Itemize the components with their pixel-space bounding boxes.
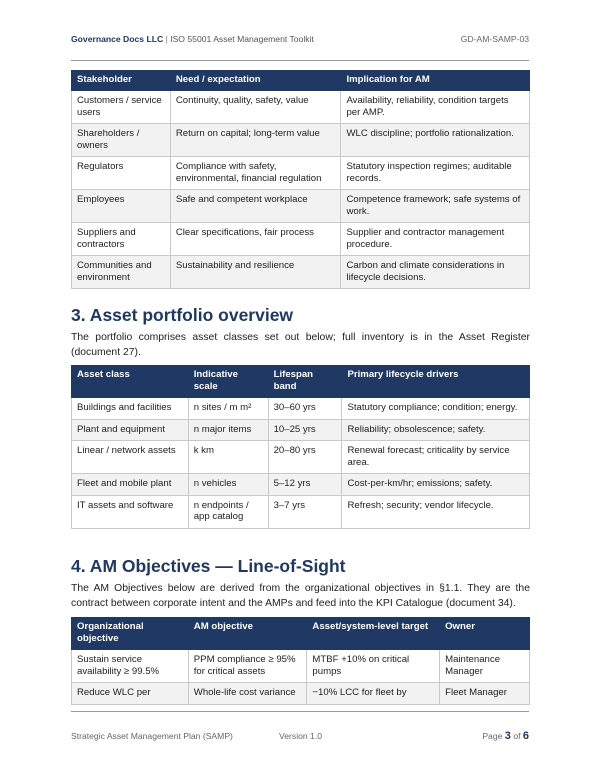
- table-row: [72, 419, 530, 441]
- table-cell: k km: [188, 441, 268, 474]
- column-header: Asset class: [72, 366, 189, 398]
- table-header-row: [72, 71, 530, 91]
- section-4-heading: 4. AM Objectives — Line-of-Sight: [71, 556, 346, 576]
- table-cell: Reliability; obsolescence; safety.: [342, 419, 530, 441]
- table-cell: 10–25 yrs: [268, 419, 342, 441]
- page-of: of: [513, 731, 521, 741]
- table-cell: Renewal forecast; criticality by service area.: [342, 441, 530, 474]
- table-row: [72, 91, 530, 124]
- footer-doc-title: Strategic Asset Management Plan (SAMP): [71, 731, 233, 741]
- asset-portfolio-table: [71, 365, 530, 529]
- page-total: 6: [522, 730, 529, 742]
- section-3-heading: 3. Asset portfolio overview: [71, 305, 294, 325]
- table-cell: WLC discipline; portfolio rationalization.: [341, 124, 530, 157]
- column-header: Implication for AM: [341, 71, 530, 91]
- column-header: Indicative scale: [188, 366, 268, 398]
- table-cell: n vehicles: [188, 474, 268, 496]
- table-cell: Reduce WLC per: [72, 683, 189, 705]
- column-header: Owner: [440, 618, 530, 650]
- table-cell: Communities and environment: [72, 256, 171, 289]
- table-cell: Clear specifications, fair process: [170, 223, 341, 256]
- table-cell: n sites / m m²: [188, 398, 268, 420]
- table-cell: Compliance with safety, environmental, financial regulation: [170, 157, 341, 190]
- table-row: [72, 223, 530, 256]
- stakeholder-table: [71, 70, 530, 289]
- table-row: [72, 190, 530, 223]
- column-header: Stakeholder: [72, 71, 171, 91]
- column-header: AM objective: [188, 618, 307, 650]
- table-cell: Continuity, quality, safety, value: [170, 91, 341, 124]
- table-cell: Supplier and contractor management procedure.: [341, 223, 530, 256]
- page-number: [482, 730, 529, 742]
- table-cell: Refresh; security; vendor lifecycle.: [342, 495, 530, 528]
- table-cell: Suppliers and contractors: [72, 223, 171, 256]
- table-cell: 20–80 yrs: [268, 441, 342, 474]
- table-cell: n major items: [188, 419, 268, 441]
- footer-rule: [71, 711, 529, 712]
- table-cell: Plant and equipment: [72, 419, 189, 441]
- table-row: [72, 157, 530, 190]
- table-cell: Regulators: [72, 157, 171, 190]
- table-cell: Linear / network assets: [72, 441, 189, 474]
- column-header: Organizational objective: [72, 618, 189, 650]
- am-objectives-table: [71, 617, 530, 705]
- footer-version: Version 1.0: [279, 731, 322, 741]
- table-cell: Statutory inspection regimes; auditable records.: [341, 157, 530, 190]
- table-cell: n endpoints / app catalog: [188, 495, 268, 528]
- table-cell: Return on capital; long-term value: [170, 124, 341, 157]
- table-cell: Whole-life cost variance: [188, 683, 307, 705]
- table-cell: IT assets and software: [72, 495, 189, 528]
- table-cell: Cost-per-km/hr; emissions; safety.: [342, 474, 530, 496]
- table-cell: Fleet Manager: [440, 683, 530, 705]
- table-cell: Maintenance Manager: [440, 650, 530, 683]
- table-cell: 5–12 yrs: [268, 474, 342, 496]
- table-row: [72, 474, 530, 496]
- table-cell: 3–7 yrs: [268, 495, 342, 528]
- table-row: [72, 398, 530, 420]
- table-cell: Sustain service availability ≥ 99.5%: [72, 650, 189, 683]
- table-cell: Competence framework; safe systems of work.: [341, 190, 530, 223]
- table-row: [72, 650, 530, 683]
- header-subtitle: ISO 55001 Asset Management Toolkit: [170, 34, 314, 44]
- table-cell: Employees: [72, 190, 171, 223]
- column-header: Asset/system-level target: [307, 618, 440, 650]
- header-doc-code: GD-AM-SAMP-03: [460, 34, 529, 44]
- table-row: [72, 683, 530, 705]
- table-header-row: [72, 366, 530, 398]
- table-cell: Buildings and facilities: [72, 398, 189, 420]
- table-row: [72, 256, 530, 289]
- table-cell: Availability, reliability, condition targets per AMP.: [341, 91, 530, 124]
- table-cell: Statutory compliance; condition; energy.: [342, 398, 530, 420]
- section-3-intro: The portfolio comprises asset classes set out below; full inventory is in the Asset Register (document 27).: [71, 332, 530, 358]
- table-cell: Fleet and mobile plant: [72, 474, 189, 496]
- table-row: [72, 495, 530, 528]
- table-cell: PPM compliance ≥ 95% for critical assets: [188, 650, 307, 683]
- page-prefix: Page: [482, 731, 503, 741]
- table-row: [72, 441, 530, 474]
- table-cell: Shareholders / owners: [72, 124, 171, 157]
- table-cell: −10% LCC for fleet by: [307, 683, 440, 705]
- header-rule: [71, 60, 529, 61]
- table-cell: Safe and competent workplace: [170, 190, 341, 223]
- column-header: Need / expectation: [170, 71, 341, 91]
- column-header: Primary lifecycle drivers: [342, 366, 530, 398]
- header-brand: Governance Docs LLC: [71, 34, 164, 44]
- page-footer: [71, 731, 529, 741]
- table-cell: MTBF +10% on critical pumps: [307, 650, 440, 683]
- table-cell: Customers / service users: [72, 91, 171, 124]
- column-header: Lifespan band: [268, 366, 342, 398]
- table-cell: 30–60 yrs: [268, 398, 342, 420]
- table-cell: Carbon and climate considerations in lifecycle decisions.: [341, 256, 530, 289]
- table-header-row: [72, 618, 530, 650]
- table-cell: Sustainability and resilience: [170, 256, 341, 289]
- section-4-intro: The AM Objectives below are derived from the organizational objectives in §1.1. They are the contract between corporate intent and the AMPs and feed into the KPI Catalogue (document 34).: [71, 583, 530, 609]
- page-header: [71, 34, 529, 44]
- page-current: 3: [504, 730, 511, 742]
- table-row: [72, 124, 530, 157]
- header-separator: |: [165, 34, 168, 44]
